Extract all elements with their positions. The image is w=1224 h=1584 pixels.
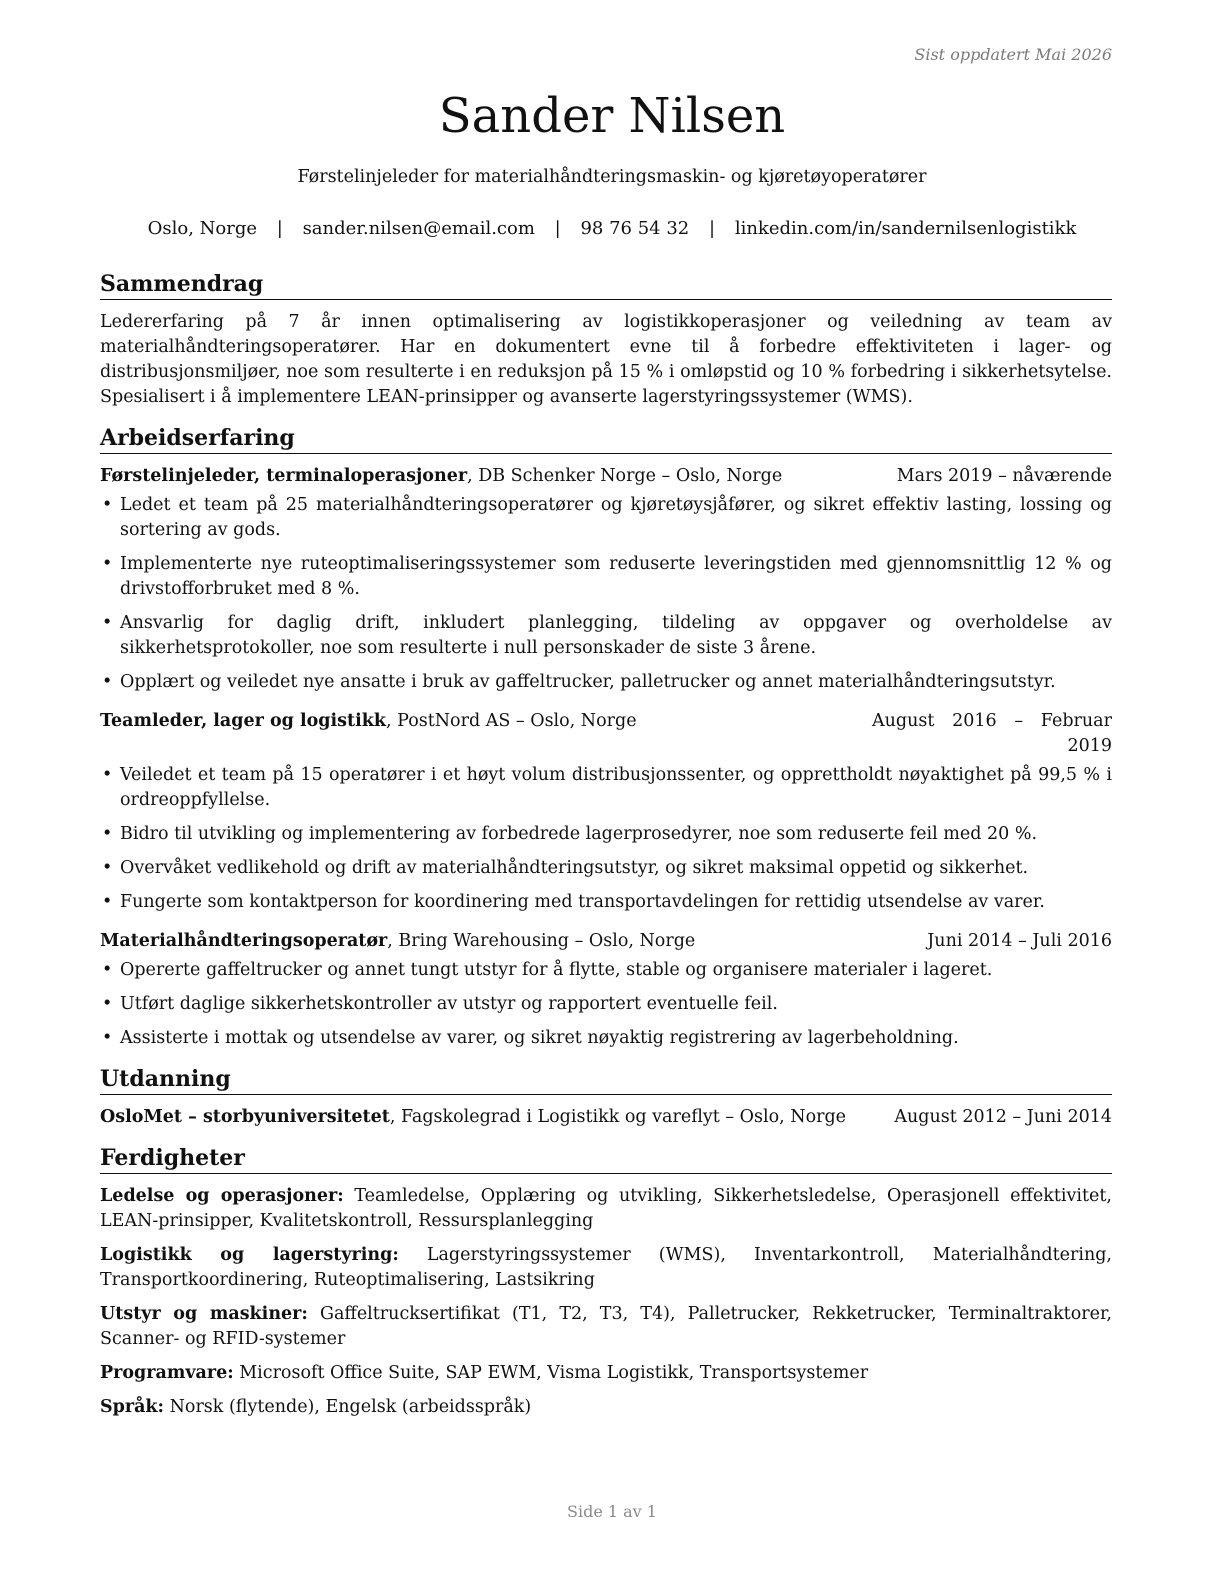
bullet-text: Veiledet et team på 15 operatører i et høyt volum distribusjonssenter, og opprettholdt nøyaktighet på 99,5 % i ordreoppfyllelse.: [120, 765, 1112, 810]
job-dates: Juni 2014 – Juli 2016: [927, 931, 1112, 951]
bullet-icon: •: [102, 765, 113, 785]
bullet-icon: •: [102, 672, 113, 692]
candidate-name: Sander Nilsen: [438, 88, 786, 144]
bullet-text: Ansvarlig for daglig drift, inkludert planlegging, tildeling av oppgaver og overholdelse av sikkerhetsprotokoller, noe som resulterte i null personskader de siste 3 årene.: [120, 613, 1112, 658]
skill-text: Norsk (flytende), Engelsk (arbeidsspråk): [164, 1397, 532, 1417]
section-heading-education: Utdanning: [100, 1065, 1112, 1095]
contact-email[interactable]: sander.nilsen@email.com: [302, 218, 535, 239]
job-title-line: [100, 464, 897, 489]
bullet-text: Fungerte som kontaktperson for koordinering med transportavdelingen for rettidig utsendelse av varer.: [120, 892, 1045, 912]
skill-text: Lagerstyringssystemer (WMS), Inventarkontroll, Materialhåndtering, Transportkoordinering, Ruteoptimalisering, Lastsikring: [100, 1245, 1112, 1290]
skill-text: Gaffeltrucksertifikat (T1, T2, T3, T4), Palletrucker, Rekketrucker, Terminaltraktorer, Scanner- og RFID-systemer: [100, 1304, 1112, 1349]
summary-section: [100, 270, 1112, 410]
job-role: Førstelinjeleder, terminaloperasjoner: [100, 466, 468, 486]
summary-text: Ledererfaring på 7 år innen optimalisering av logistikkoperasjoner og veiledning av team av materialhåndteringsoperatører. Har en dokumentert evne til å forbedre effektiviteten i lager- og distribusjonsmiljøer, noe som resulterte i en reduksjon på 15 % i omløpstid og 10 % forbedring i sikkerhetsytelse. Spesialisert i å implementere LEAN-prinsipper og avanserte lagerstyringssystemer (WMS).: [100, 312, 1112, 407]
skill-label: Ledelse og operasjoner:: [100, 1186, 344, 1206]
list-item: [100, 958, 1112, 983]
list-item: [100, 493, 1112, 543]
bullet-text: Utført daglige sikkerhetskontroller av utstyr og rapportert eventuelle feil.: [120, 994, 778, 1014]
job-company: , PostNord AS – Oslo, Norge: [386, 711, 637, 731]
education-detail: , Fagskolegrad i Logistikk og vareflyt – Oslo, Norge: [389, 1107, 847, 1127]
skill-label: Utstyr og maskiner:: [100, 1304, 308, 1324]
list-item: [100, 552, 1112, 602]
skill-row: [100, 1243, 1112, 1293]
list-item: [100, 670, 1112, 695]
bullet-icon: •: [102, 858, 113, 878]
job-dates: Mars 2019 – nåværende: [896, 466, 1112, 486]
job-role: Materialhåndteringsoperatør: [100, 931, 388, 951]
resume-body: [100, 270, 1112, 1434]
job-entry: [100, 709, 1112, 915]
job-header: [100, 929, 1112, 954]
bullet-text: Bidro til utvikling og implementering av forbedrede lagerprosedyrer, noe som reduserte feil med 20 %.: [120, 824, 1038, 844]
skill-label: Språk:: [100, 1397, 165, 1417]
education-dates: August 2012 – Juni 2014: [894, 1107, 1112, 1127]
job-header: [100, 709, 1112, 759]
job-title-line: [100, 929, 927, 954]
skill-text: Teamledelse, Opplæring og utvikling, Sikkerhetsledelse, Operasjonell effektivitet, LEAN-prinsipper, Kvalitetskontroll, Ressursplanlegging: [100, 1186, 1112, 1231]
contact-location: Oslo, Norge: [147, 218, 258, 239]
bullet-icon: •: [102, 1028, 113, 1048]
last-updated: Sist oppdatert Mai 2026: [914, 45, 1112, 64]
job-header: [100, 464, 1112, 489]
list-item: [100, 763, 1112, 813]
experience-section: [100, 424, 1112, 1051]
skill-row: [100, 1361, 1112, 1386]
contact-linkedin[interactable]: linkedin.com/in/sandernilsenlogistikk: [734, 218, 1077, 239]
skills-section: [100, 1144, 1112, 1420]
job-bullets: [100, 493, 1112, 695]
skill-row: [100, 1184, 1112, 1234]
contact-separator: |: [276, 218, 283, 239]
skill-row: [100, 1395, 1112, 1420]
bullet-icon: •: [102, 994, 113, 1014]
bullet-icon: •: [102, 960, 113, 980]
section-heading-skills: Ferdigheter: [100, 1144, 1112, 1174]
page-number: Side 1 av 1: [567, 1502, 657, 1521]
job-company: , Bring Warehousing – Oslo, Norge: [387, 931, 696, 951]
skill-text: Microsoft Office Suite, SAP EWM, Visma Logistikk, Transportsystemer: [233, 1363, 869, 1383]
bullet-icon: •: [102, 892, 113, 912]
skill-label: Programvare:: [100, 1363, 234, 1383]
candidate-title: Førstelinjeleder for materialhåndteringsmaskin- og kjøretøyoperatører: [297, 167, 927, 187]
education-line: [100, 1105, 894, 1130]
bullet-text: Ledet et team på 25 materialhåndteringsoperatører og kjøretøysjåfører, og sikret effektiv lasting, lossing og sortering av gods.: [120, 495, 1112, 540]
list-item: [100, 611, 1112, 661]
job-entry: [100, 929, 1112, 1051]
job-dates: August 2016 – Februar 2019: [872, 711, 1112, 756]
education-entry: [100, 1105, 1112, 1130]
list-item: [100, 822, 1112, 847]
bullet-text: Opererte gaffeltrucker og annet tungt utstyr for å flytte, stable og organisere materialer i lageret.: [120, 960, 993, 980]
contact-phone: 98 76 54 32: [580, 218, 690, 239]
education-section: [100, 1065, 1112, 1130]
list-item: [100, 856, 1112, 881]
bullet-icon: •: [102, 554, 113, 574]
job-title-line: [100, 709, 872, 734]
job-entry: [100, 464, 1112, 695]
bullet-icon: •: [102, 824, 113, 844]
contact-separator: |: [709, 218, 716, 239]
job-company: , DB Schenker Norge – Oslo, Norge: [467, 466, 783, 486]
education-school: OsloMet – storbyuniversitetet: [100, 1107, 390, 1127]
section-heading-experience: Arbeidserfaring: [100, 424, 1112, 454]
bullet-text: Overvåket vedlikehold og drift av materialhåndteringsutstyr, og sikret maksimal oppetid og sikkerhet.: [120, 858, 1029, 878]
list-item: [100, 992, 1112, 1017]
list-item: [100, 890, 1112, 915]
bullet-icon: •: [102, 613, 113, 633]
bullet-text: Opplært og veiledet nye ansatte i bruk av gaffeltrucker, palletrucker og annet materialhåndteringsutstyr.: [120, 672, 1056, 692]
skill-label: Logistikk og lagerstyring:: [100, 1245, 399, 1265]
contact-line: [0, 218, 1224, 239]
contact-separator: |: [554, 218, 561, 239]
job-bullets: [100, 958, 1112, 1051]
bullet-icon: •: [102, 495, 113, 515]
job-bullets: [100, 763, 1112, 915]
list-item: [100, 1026, 1112, 1051]
bullet-text: Implementerte nye ruteoptimaliseringssystemer som reduserte leveringstiden med gjennomsnittlig 12 % og drivstofforbruket med 8 %.: [120, 554, 1112, 599]
job-role: Teamleder, lager og logistikk: [100, 711, 386, 731]
skill-row: [100, 1302, 1112, 1352]
section-heading-summary: Sammendrag: [100, 270, 1112, 300]
bullet-text: Assisterte i mottak og utsendelse av varer, og sikret nøyaktig registrering av lagerbeholdning.: [120, 1028, 959, 1048]
